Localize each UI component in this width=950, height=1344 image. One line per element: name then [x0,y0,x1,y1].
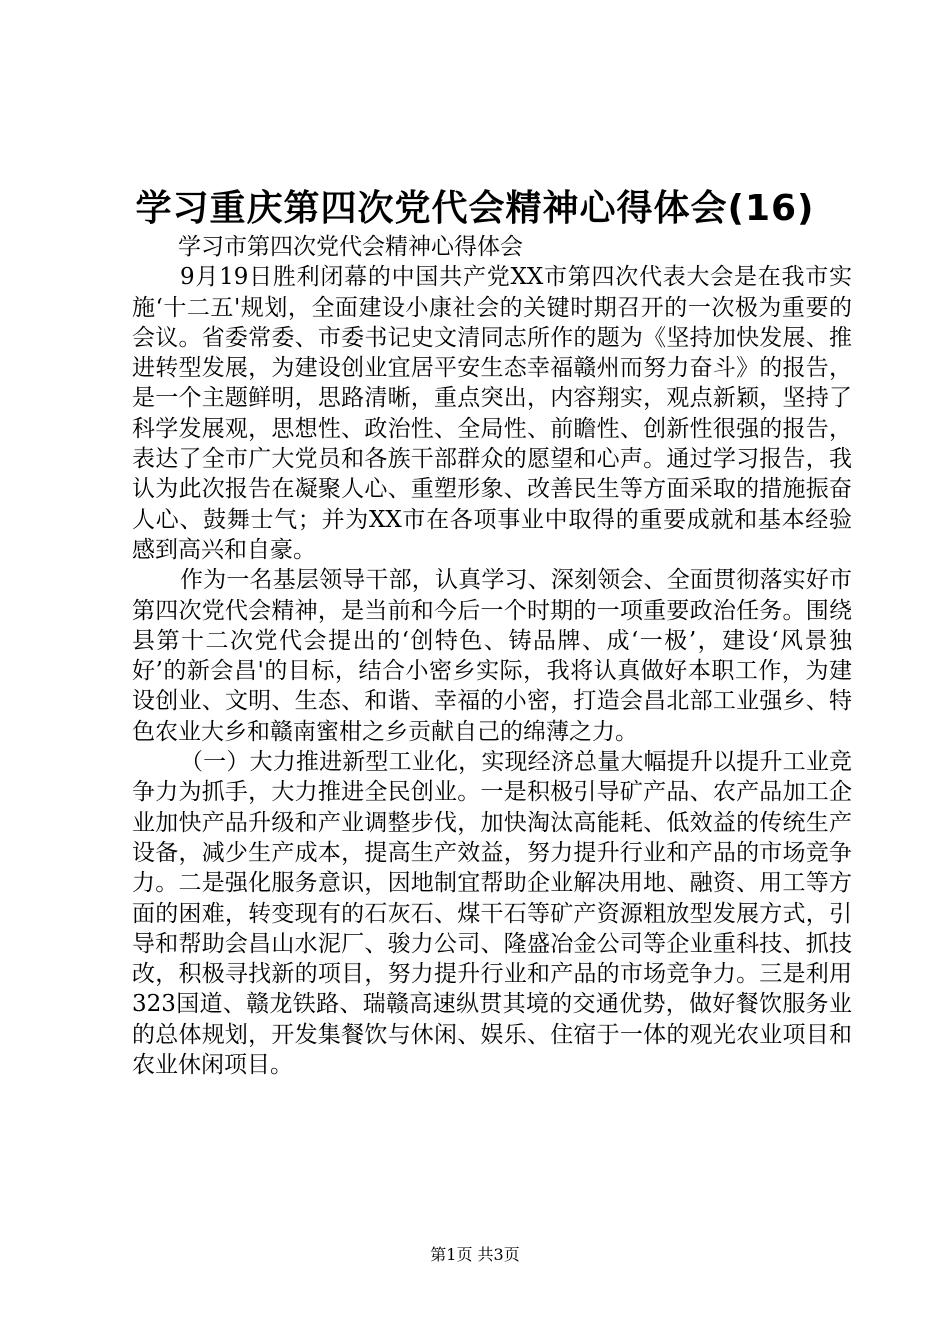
document-title: 学习重庆第四次党代会精神心得体会(16) [135,188,815,229]
paragraph-2: 作为一名基层领导干部，认真学习、深刻领会、全面贯彻落实好市第四次党代会精神，是当前和今后一个时期的一项重要政治任务。围绕县第十二次党代会提出的‘创特色、铸品牌、成‘一极’，建设‘风景独好’的新会昌'的目标，结合小密乡实际，我将认真做好本职工作，为建设创业、文明、生态、和谐、幸福的小密，打造会昌北部工业强乡、特色农业大乡和赣南蜜柑之乡贡献自己的绵薄之力。 [132,567,852,745]
page-number-footer: 第1页 共3页 [430,1245,520,1264]
document-body [132,232,852,1080]
document-subtitle: 学习市第四次党代会精神心得体会 [178,234,523,260]
paragraph-1: 9月19日胜利闭幕的中国共产党XX市第四次代表大会是在我市实施‘十二五'规划，全面建设小康社会的关键时期召开的一次极为重要的会议。省委常委、市委书记史文清同志所作的题为《坚持加快发展、推进转型发展，为建设创业宜居平安生态幸福赣州而努力奋斗》的报告，是一个主题鲜明，思路清晰，重点突出，内容翔实，观点新颖，坚持了科学发展观，思想性、政治性、全局性、前瞻性、创新性很强的报告，表达了全市广大党员和各族干部群众的愿望和心声。通过学习报告，我认为此次报告在凝聚人心、重塑形象、改善民生等方面采取的措施振奋人心、鼓舞士气；并为XX市在各项事业中取得的重要成就和基本经验感到高兴和自豪。 [132,264,852,563]
paragraph-3: （一）大力推进新型工业化，实现经济总量大幅提升以提升工业竞争力为抓手，大力推进全民创业。一是积极引导矿产品、农产品加工企业加快产品升级和产业调整步伐，加快淘汰高能耗、低效益的传统生产设备，减少生产成本，提高生产效益，努力提升行业和产品的市场竞争力。二是强化服务意识，因地制宜帮助企业解决用地、融资、用工等方面的困难，转变现有的石灰石、煤干石等矿产资源粗放型发展方式，引导和帮助会昌山水泥厂、骏力公司、隆盛冶金公司等企业重科技、抓技改，积极寻找新的项目，努力提升行业和产品的市场竞争力。三是利用323国道、赣龙铁路、瑞赣高速纵贯其境的交通优势，做好餐饮服务业的总体规划，开发集餐饮与休闲、娱乐、住宿于一体的观光农业项目和农业休闲项目。 [132,749,852,1079]
